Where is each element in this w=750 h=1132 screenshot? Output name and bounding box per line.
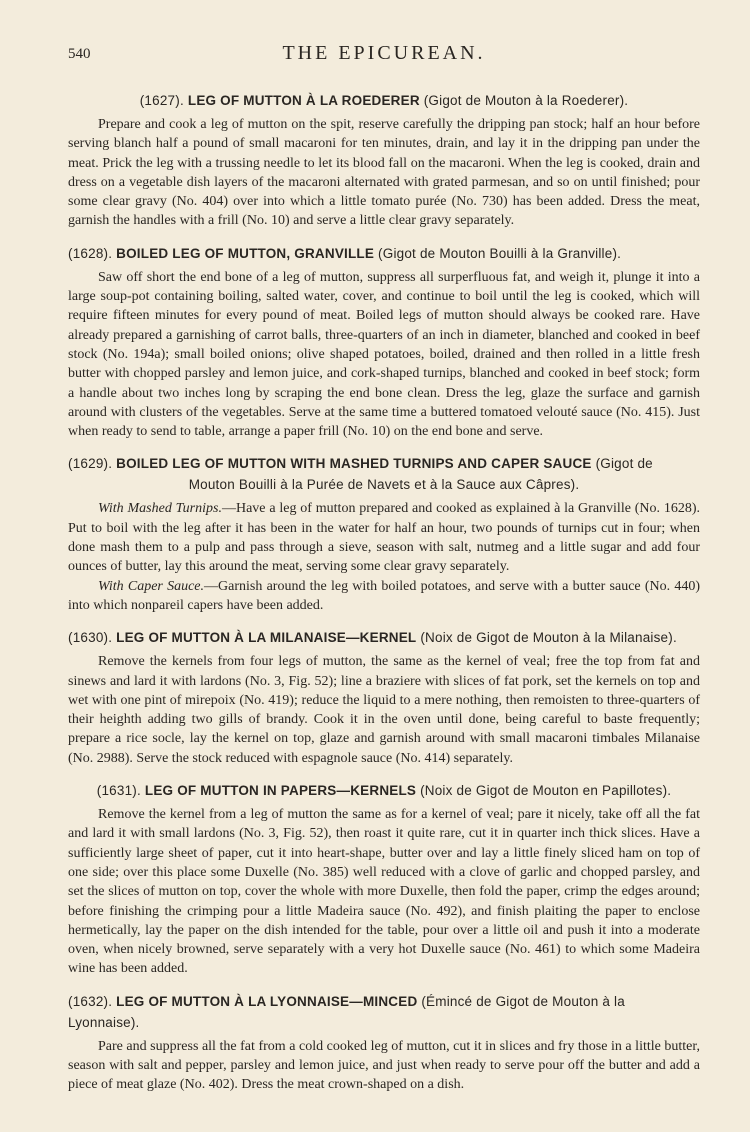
recipe-title: LEG OF MUTTON À LA LYONNAISE—MINCED — [116, 993, 418, 1009]
recipe-number: (1629). — [68, 456, 113, 472]
recipe-heading — [68, 627, 700, 648]
recipe-french-title: (Gigot de Mouton à la Roederer). — [423, 93, 629, 108]
recipe-1631 — [68, 780, 700, 979]
recipe-french-title: (Émincé de Gigot de Mouton à la Lyonnaise). — [68, 993, 625, 1030]
recipe-number: (1628). — [68, 245, 113, 261]
recipe-title: LEG OF MUTTON À LA ROEDERER — [187, 93, 420, 108]
recipe-number: (1627). — [139, 93, 184, 108]
recipe-french-title-continued: Mouton Bouilli à la Purée de Navets et à la Sauce aux Câpres). — [188, 477, 580, 493]
recipe-paragraph: Saw off short the end bone of a leg of mutton, suppress all surperfluous fat, and weigh it, plunge it into a large soup-pot containing boiling, salted water, cover, and continue to boil until the leg is cooked, which will require fifteen minutes for every pound of meat. Boiled legs of mutton should always be cooked rare. Have already prepared a garnishing of carrot balls, three-quarters of an inch in diameter, blanched and cooked in beef stock (No. 194a); small boiled onions; olive shaped potatoes, boiled, drained and then rolled in a little fresh butter with chopped parsley and lemon juice, and cork-shaped turnips, blanched and cooked in beef stock; form a handle about two inches long by scraping the end bone clean. Dress the leg, glaze the surface and garnish around with clusters of the vegetables. Serve at the same time a buttered tomatoed velouté sauce (No. 415). Just when ready to send to table, arrange a paper frill (No. 10) on the end bone and serve. — [68, 269, 700, 440]
recipe-heading — [68, 90, 700, 111]
recipe-heading — [68, 780, 700, 801]
recipe-number: (1632). — [68, 993, 113, 1009]
recipe-paragraph: With Mashed Turnips.—Have a leg of mutton prepared and cooked as explained à la Granville (No. 1628). Put to boil with the leg after it has been in the water for half an hour, two pounds of turnips cut in four; when done mash them to a pulp and pass through a sieve, season with salt, nutmeg and a little sugar and add four ounces of butter, lay this around the meat, serving some clear gravy separately. — [68, 501, 701, 575]
recipe-title: BOILED LEG OF MUTTON, GRANVILLE — [116, 245, 375, 261]
recipe-title: LEG OF MUTTON À LA MILANAISE—KERNEL — [116, 630, 417, 646]
recipe-paragraph: Remove the kernels from four legs of mutton, the same as the kernel of veal; free the top from fat and sinews and lard it with lardons (No. 3, Fig. 52); line a braziere with slices of fat pork, set the kernels on top and wet with one pint of mirepoix (No. 419); reduce the liquid to a mere nothing, then remoisten to three-quarters of their heighth adding two gills of brandy. Cook it in the oven until done, being careful to baste frequently; prepare a rice socle, lay the kernel on top, glaze and garnish around with small macaroni timbales Milanaise (No. 2988). Serve the stock reduced with espagnole sauce (No. 414) separately. — [68, 654, 700, 766]
recipe-heading — [68, 991, 700, 1033]
recipe-french-title: (Gigot de — [595, 456, 653, 472]
recipe-french-title: (Gigot de Mouton Bouilli à la Granville). — [378, 245, 622, 261]
recipe-title: LEG OF MUTTON IN PAPERS—KERNELS — [144, 783, 417, 799]
recipe-paragraph: Prepare and cook a leg of mutton on the spit, reserve carefully the dripping pan stock; half an hour before serving blanch half a pound of small macaroni for ten minutes, drain, and lay it in the dripping pan under the meat. Prick the leg with a trussing needle to let its blood fall on the macaroni. When the leg is cooked, drain and dress on a vegetable dish layers of the macaroni alternated with grated parmesan, and so on until finished; pour some clear gravy (No. 404) over into which a little tomato purée (No. 730) has been added. Dress the meat, garnish the handles with a frill (No. 10) and serve a little clear gravy separately. — [68, 117, 700, 229]
recipe-title: BOILED LEG OF MUTTON WITH MASHED TURNIPS AND CAPER SAUCE — [116, 456, 592, 472]
recipe-1632 — [68, 991, 700, 1095]
recipe-number: (1630). — [68, 630, 113, 646]
recipe-french-title: (Noix de Gigot de Mouton en Papillotes). — [420, 783, 672, 799]
page-number: 540 — [68, 46, 91, 62]
recipe-french-title: (Noix de Gigot de Mouton à la Milanaise). — [420, 630, 677, 646]
recipe-paragraph: Pare and suppress all the fat from a cold cooked leg of mutton, cut it in slices and fry those in a little butter, season with salt and pepper, parsley and lemon juice, and just when ready to serve pour off the butter and add a piece of meat glaze (No. 402). Dress the meat crown-shaped on a dish. — [68, 1038, 700, 1093]
recipe-heading — [68, 453, 700, 495]
recipe-1628 — [68, 243, 700, 442]
running-head — [68, 42, 700, 76]
recipe-heading — [68, 243, 700, 264]
recipe-1627 — [68, 90, 700, 231]
recipe-number: (1631). — [96, 783, 141, 799]
paragraph-lead: With Caper Sauce. — [98, 578, 205, 594]
recipe-paragraph: Remove the kernel from a leg of mutton the same as for a kernel of veal; pare it nicely, take off all the fat and lard it with small lardons (No. 3, Fig. 52), then roast it quite rare, cut it in quarter inch thick slices. Have a sufficiently large sheet of paper, cut it into heart-shape, butter over and lay a little finely sliced ham on top of one side; over this place some Duxelle (No. 385) well reduced with a clove of garlic and chopped parsley, and set the slices of mutton on top, cover the whole with more Duxelle, then fold the paper, crimp the edges around; before finishing the crimping pour a little Madeira sauce (No. 492), and finish plaiting the paper to enclose hermetically, lay the paper on the dish intended for the table, pour over a little oil and push it into a moderate oven, when nicely browned, serve separately with a very hot Duxelle sauce (No. 461) to which some Madeira wine has been added. — [68, 807, 700, 977]
recipe-1630 — [68, 627, 700, 768]
paragraph-lead: With Mashed Turnips. — [98, 501, 222, 517]
recipe-paragraph: With Caper Sauce.—Garnish around the leg with boiled potatoes, and serve with a butter sauce (No. 440) into which nonpareil capers have been added. — [68, 578, 700, 613]
recipe-1629 — [68, 453, 700, 615]
book-title: THE EPICUREAN. — [282, 42, 486, 64]
